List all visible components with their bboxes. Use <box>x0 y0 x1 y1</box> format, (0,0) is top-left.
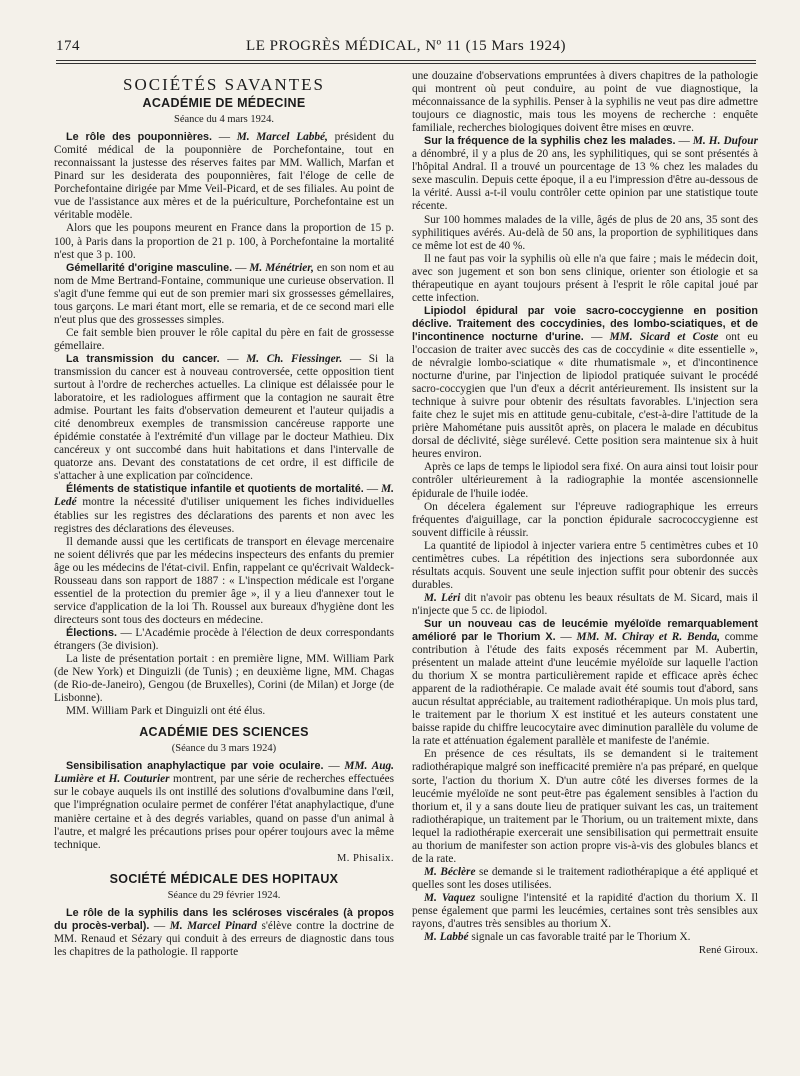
author: M. Marcel Pinard <box>169 919 257 932</box>
paragraph: Ce fait semble bien prouver le rôle capital du père en fait de grossesse gémellaire. <box>54 326 394 352</box>
page-header <box>56 38 756 60</box>
signature-phisalix: M. Phisalix. <box>336 852 394 864</box>
paragraph <box>54 483 394 535</box>
author: M. Labbé <box>424 931 469 944</box>
section-main-title: SOCIÉTÉS SAVANTES <box>123 75 325 94</box>
paragraph: Après ce laps de temps le lipiodol sera fixé. On aura ainsi tout loisir pour contrôler ultérieurement à la radiographie la montée ascensionnelle épidurale de l'huile iodée. <box>412 461 758 500</box>
paragraph <box>412 866 758 892</box>
author: MM. M. Chiray et R. Benda, <box>576 631 720 644</box>
societe-hopitaux-date: Séance du 29 février 1924. <box>167 889 281 901</box>
author: M. Marcel Labbé, <box>236 131 328 144</box>
paragraph <box>54 353 394 483</box>
academie-medecine-title: ACADÉMIE DE MÉDECINE <box>142 96 306 111</box>
academie-medecine-date: Séance du 4 mars 1924. <box>173 114 275 126</box>
paragraph-text: a dénombré, il y a plus de 20 ans, les syphilitiques, qui se sont présentés à l'hôpital Andral. Il a trouvé un pourcentage de 13 % chez les malades du sexe masculin. Depuis cette époque, il a eu l'impression d'être au-dessous de la vérité. Aussi a-t-il voulu contrôler cette opinion par une statistique toute récente. <box>412 148 758 213</box>
run-in-heading: Le rôle de la syphilis dans les scléroses viscérales (à propos du procès-verbal). <box>54 906 394 932</box>
paragraph-text: signale un cas favorable traité par le Thorium X. <box>468 931 691 944</box>
dash: — <box>323 760 345 773</box>
author: MM. Sicard et Coste <box>609 330 719 343</box>
paragraph-text: comme contribution à l'étude des faits exposés récemment par M. Aubertin, présentent un malade atteint d'une leucémie myéloïde sur laquelle l'action du thorium X se montra particulièrement rapide et efficace après échec apparent de la radiothérapie. Ce malade avait été soumis tout d'abord, sans aucun résultat appréciable, au traitement radiothérapique. Un mois plus tard, le traitement par le thorium X est institué et les auteurs constatent une baisse rapide du chiffre leucocytaire avec diminution parallèle du volume de la rate et atténuation également parallèle et manifeste de l'anémie. <box>412 631 758 748</box>
paragraph: La quantité de lipiodol à injecter variera entre 5 centimètres cubes et 10 centimètres cubes. La répétition des injections sera subordonnée aux résultats acquis. Souvent une seule injection suffit pour obtenir des succès durables. <box>412 539 758 591</box>
paragraph <box>54 907 394 959</box>
paragraph <box>54 627 394 653</box>
paragraph-text: président du Comité médical de la pouponnière de Porchefontaine, tout en reconnaissant la justesse des réserves faites par MM. Wallich, Marfan et Pinard sur les desiderata des pouponnières, fait l'éloge de celle de Porchefontaine dirigée par Mme Veil-Picard, et de ses filiales. Au point de vue de l'assistance aux mères et de la puériculture, Porchefontaine est un véritable modèle. <box>54 131 394 222</box>
academie-sciences-date: (Séance du 3 mars 1924) <box>171 743 277 755</box>
paragraph-text: montre la nécessité d'utiliser uniquement les fiches individuelles établies sur les registres des déclarations des parents et non avec les registres des déclarations des éleveuses. <box>54 496 394 535</box>
paragraph: MM. William Park et Dinguizli ont été élus. <box>66 705 266 718</box>
author: M. Ménétrier, <box>249 261 314 274</box>
societe-hopitaux-title: SOCIÉTÉ MÉDICALE DES HOPITAUX <box>109 871 339 886</box>
author: M. Béclère <box>424 865 476 878</box>
run-in-heading: Gémellarité d'origine masculine. <box>66 261 233 274</box>
author: M. H. Dufour <box>692 135 758 148</box>
academie-sciences-title: ACADÉMIE DES SCIENCES <box>139 725 309 740</box>
dash: — <box>232 261 250 274</box>
paragraph-text: montrent, par une série de recherches effectuées sur le cobaye auquels ils ont instillé des solutions d'ovalbumine dans l'œil, que l'imprégnation oculaire permet de conférer l'état anaphylactique, d'une manière certaine et à des degrés variables, quand on passe d'un animal à l'autre, et malgré les précautions prises pour opérer toujours avec la même technique. <box>54 773 394 851</box>
run-in-heading: Sur un nouveau cas de leucémie myéloïde remarquablement amélioré par le Thorium X. <box>412 617 758 644</box>
dash: — <box>555 631 577 644</box>
paragraph-text: s'élève contre la doctrine de MM. Renaud et Sézary qui conduit à des erreurs de diagnostic dans tous les chapitres de la pathologie. Il rapporte <box>54 919 394 958</box>
paragraph: Il demande aussi que les certificats de transport en élevage mercenaire ne soient délivrés que par les médecins inspecteurs des enfants du premier âge ou les médecins de l'état-civil. Enfin, rappelant ce qu'écrivait Waldeck-Rousseau dans son rapport de 1887 : « L'inspection médicale est l'organe essentiel de la protection du premier âge », il y a lieu d'annexer tout le service d'application de la loi Th. Roussel aux bureaux d'hygiène dont les directeurs sont tous des docteurs en médecine. <box>54 535 394 626</box>
page-number: 174 <box>56 38 80 54</box>
paragraph: Alors que les poupons meurent en France dans la proportion de 15 p. 100, à Paris dans la proportion de 21 p. 100, à Porchefontaine la mortalité n'est que 3 p. 100. <box>54 222 394 261</box>
dash: — <box>212 131 237 144</box>
paragraph <box>412 592 758 618</box>
dash: — <box>219 352 247 365</box>
paragraph <box>412 618 758 748</box>
run-in-heading: Élections. <box>66 626 118 639</box>
signature-giroux: René Giroux. <box>698 944 758 957</box>
paragraph <box>412 135 758 213</box>
run-in-heading: La transmission du cancer. <box>66 352 220 365</box>
run-in-heading: Le rôle des pouponnières. <box>66 131 212 144</box>
paragraph <box>412 892 758 931</box>
paragraph: La liste de présentation portait : en première ligne, MM. William Park (de New York) et Dinguizli (de Tunis) ; en deuxième ligne, MM. Chagas (de Rio-de-Janeiro), Gengou (de Bruxelles), Corini (de Milan) et Jorge (de Lisbonne). <box>54 653 394 705</box>
dash: — <box>675 135 693 148</box>
paragraph <box>412 931 758 944</box>
paragraph-text: — Si la transmission du cancer est à nouveau controversée, cette opposition tient surtout à l'ordre de recherches actuelles. La clinique est délaissée pour le laboratoire, et les radiologues affirment que la contagion ne saurait être admise. Pourtant les faits d'observation demeurent et l'auteur quijadis a cité denombreux exemples de transmission cancéreuse rapporte une épidémie constatée à l'extrémité d'un village par le docteur Mathieu. Dix cancéreux y ont succombé dans huit habitations et dans l'intervalle de quatorze ans. Devant des constatations de cet ordre, il est difficile de s'attacher à une explication par coïncidence. <box>54 352 394 483</box>
paragraph: On décelera également sur l'épreuve radiographique les erreurs fréquentes d'aiguillage, car la ponction épidurale sacrococcygienne est souvent difficile à réussir. <box>412 500 758 539</box>
author: M. Léri <box>424 591 461 604</box>
run-in-heading: Lipiodol épidural par voie sacro-coccygienne en position déclive. Traitement des coccydinies, des lombo-sciatiques, et de l'incontinence nocturne d'urine. <box>412 304 758 343</box>
paragraph <box>54 131 394 222</box>
dash: — <box>363 483 382 496</box>
left-column <box>54 72 394 1062</box>
run-in-heading: Sur la fréquence de la syphilis chez les malades. <box>424 135 676 148</box>
running-title: LE PROGRÈS MÉDICAL, Nº 11 (15 Mars 1924) <box>246 38 566 54</box>
author: M. Vaquez <box>424 891 476 904</box>
paragraph-text: en son nom et au nom de Mme Bertrand-Fontaine, communique une curieuse observation. Il s'agit d'une femme qui eut de son premier mari six grossesses gémellaires, tous garçons. Le mari étant mort, elle se remaria, et de ce second mari elle n'eut plus que des grossesses simples. <box>54 261 394 326</box>
paragraph-text: — L'Académie procède à l'élection de deux correspondants étrangers (3e division). <box>54 626 394 652</box>
paragraph: Sur 100 hommes malades de la ville, âgés de plus de 20 ans, 35 sont des syphilitiques avérés. Au-delà de 50 ans, la proportion de syphilitiques dans ce même lot est de 40 %. <box>412 213 758 252</box>
paragraph-text: ont eu l'occasion de traiter avec succès des cas de coccydinie « dite essentielle », de névralgie lombo-sciatique « dite rhumatismale », et d'incontinence nocturne d'urine, par l'injection de lipiodol pratiquée suivant le procédé sacro-coccygien que l'un d'eux a décrit antérieurement. Ils insistent sur la technique à suivre pour obtenir des résultats favorables. L'injection sera faite chez le sujet mis en attitude genu-cubitale, c'est-à-dire l'attitude de la prière Mahométane puis aussitôt après, on placera le malade en décubitus dorsal de déclivité, siège surélevé. Cette position sera maintenue six à huit heures environ. <box>412 330 758 461</box>
run-in-heading: Éléments de statistique infantile et quotients de mortalité. <box>66 483 364 496</box>
paragraph <box>54 760 394 851</box>
paragraph <box>412 305 758 462</box>
paragraph-text: souligne l'intensité et la rapidité d'action du thorium X. Il pense également que parmi les leucémies, certaines sont très sensibles aux rayons, d'autres très sensibles au thorium X. <box>412 891 758 931</box>
dash: — <box>583 330 610 343</box>
author: M. Ledé <box>54 483 394 509</box>
paragraph: En présence de ces résultats, ils se demandent si le traitement radiothérapique malgré son inefficacité première n'a pas préparé, en quelque sorte, l'action du thorium X. D'un autre côté les diverses formes de la leucémie myéloïde ne sont peut-être pas également sensibles à l'action du thorium et, il y a sans doute lieu de pratiquer suivant les cas, un traitement radiothérapique, un traitement par le Thorium, ou un traitement mixte, dans lequel la radiothérapie exercerait une sensibilisation qui permettrait ensuite au thorium de manifester son action propre vis-à-vis des globules blancs et de la rate. <box>412 748 758 865</box>
author: M. Ch. Fiessinger. <box>246 352 343 365</box>
author: MM. Aug. Lumière et H. Couturier <box>54 760 394 786</box>
paragraph-text: dit n'avoir pas obtenu les beaux résultats de M. Sicard, mais il n'injecte que 5 cc. de lipiodol. <box>412 591 758 617</box>
header-rule <box>56 60 756 64</box>
paragraph-text: se demande si le traitement radiothérapique a été appliqué et quelles sont les doses utilisées. <box>412 865 758 891</box>
paragraph: Il ne faut pas voir la syphilis où elle n'a que faire ; mais le médecin doit, avec son jugement et son bon sens clinique, orienter son étiologie et sa thérapeutique en ayant toujours présent à l'esprit le rôle capital joué par cette infection. <box>412 252 758 304</box>
right-column <box>412 70 758 1060</box>
paragraph <box>54 262 394 327</box>
dash: — <box>149 919 170 932</box>
paragraph: une douzaine d'observations empruntées à divers chapitres de la pathologie qui montrent où peut conduire, au point de vue diagnostique, la méconnaissance de la syphilis. Penser à la syphilis ne veut pas dire admettre toujours ce diagnostic, mais tous les moyens de recherche : enquête familiale, recherches biologiques doivent être mises en œuvre. <box>412 70 758 135</box>
run-in-heading: Sensibilisation anaphylactique par voie oculaire. <box>66 760 324 773</box>
